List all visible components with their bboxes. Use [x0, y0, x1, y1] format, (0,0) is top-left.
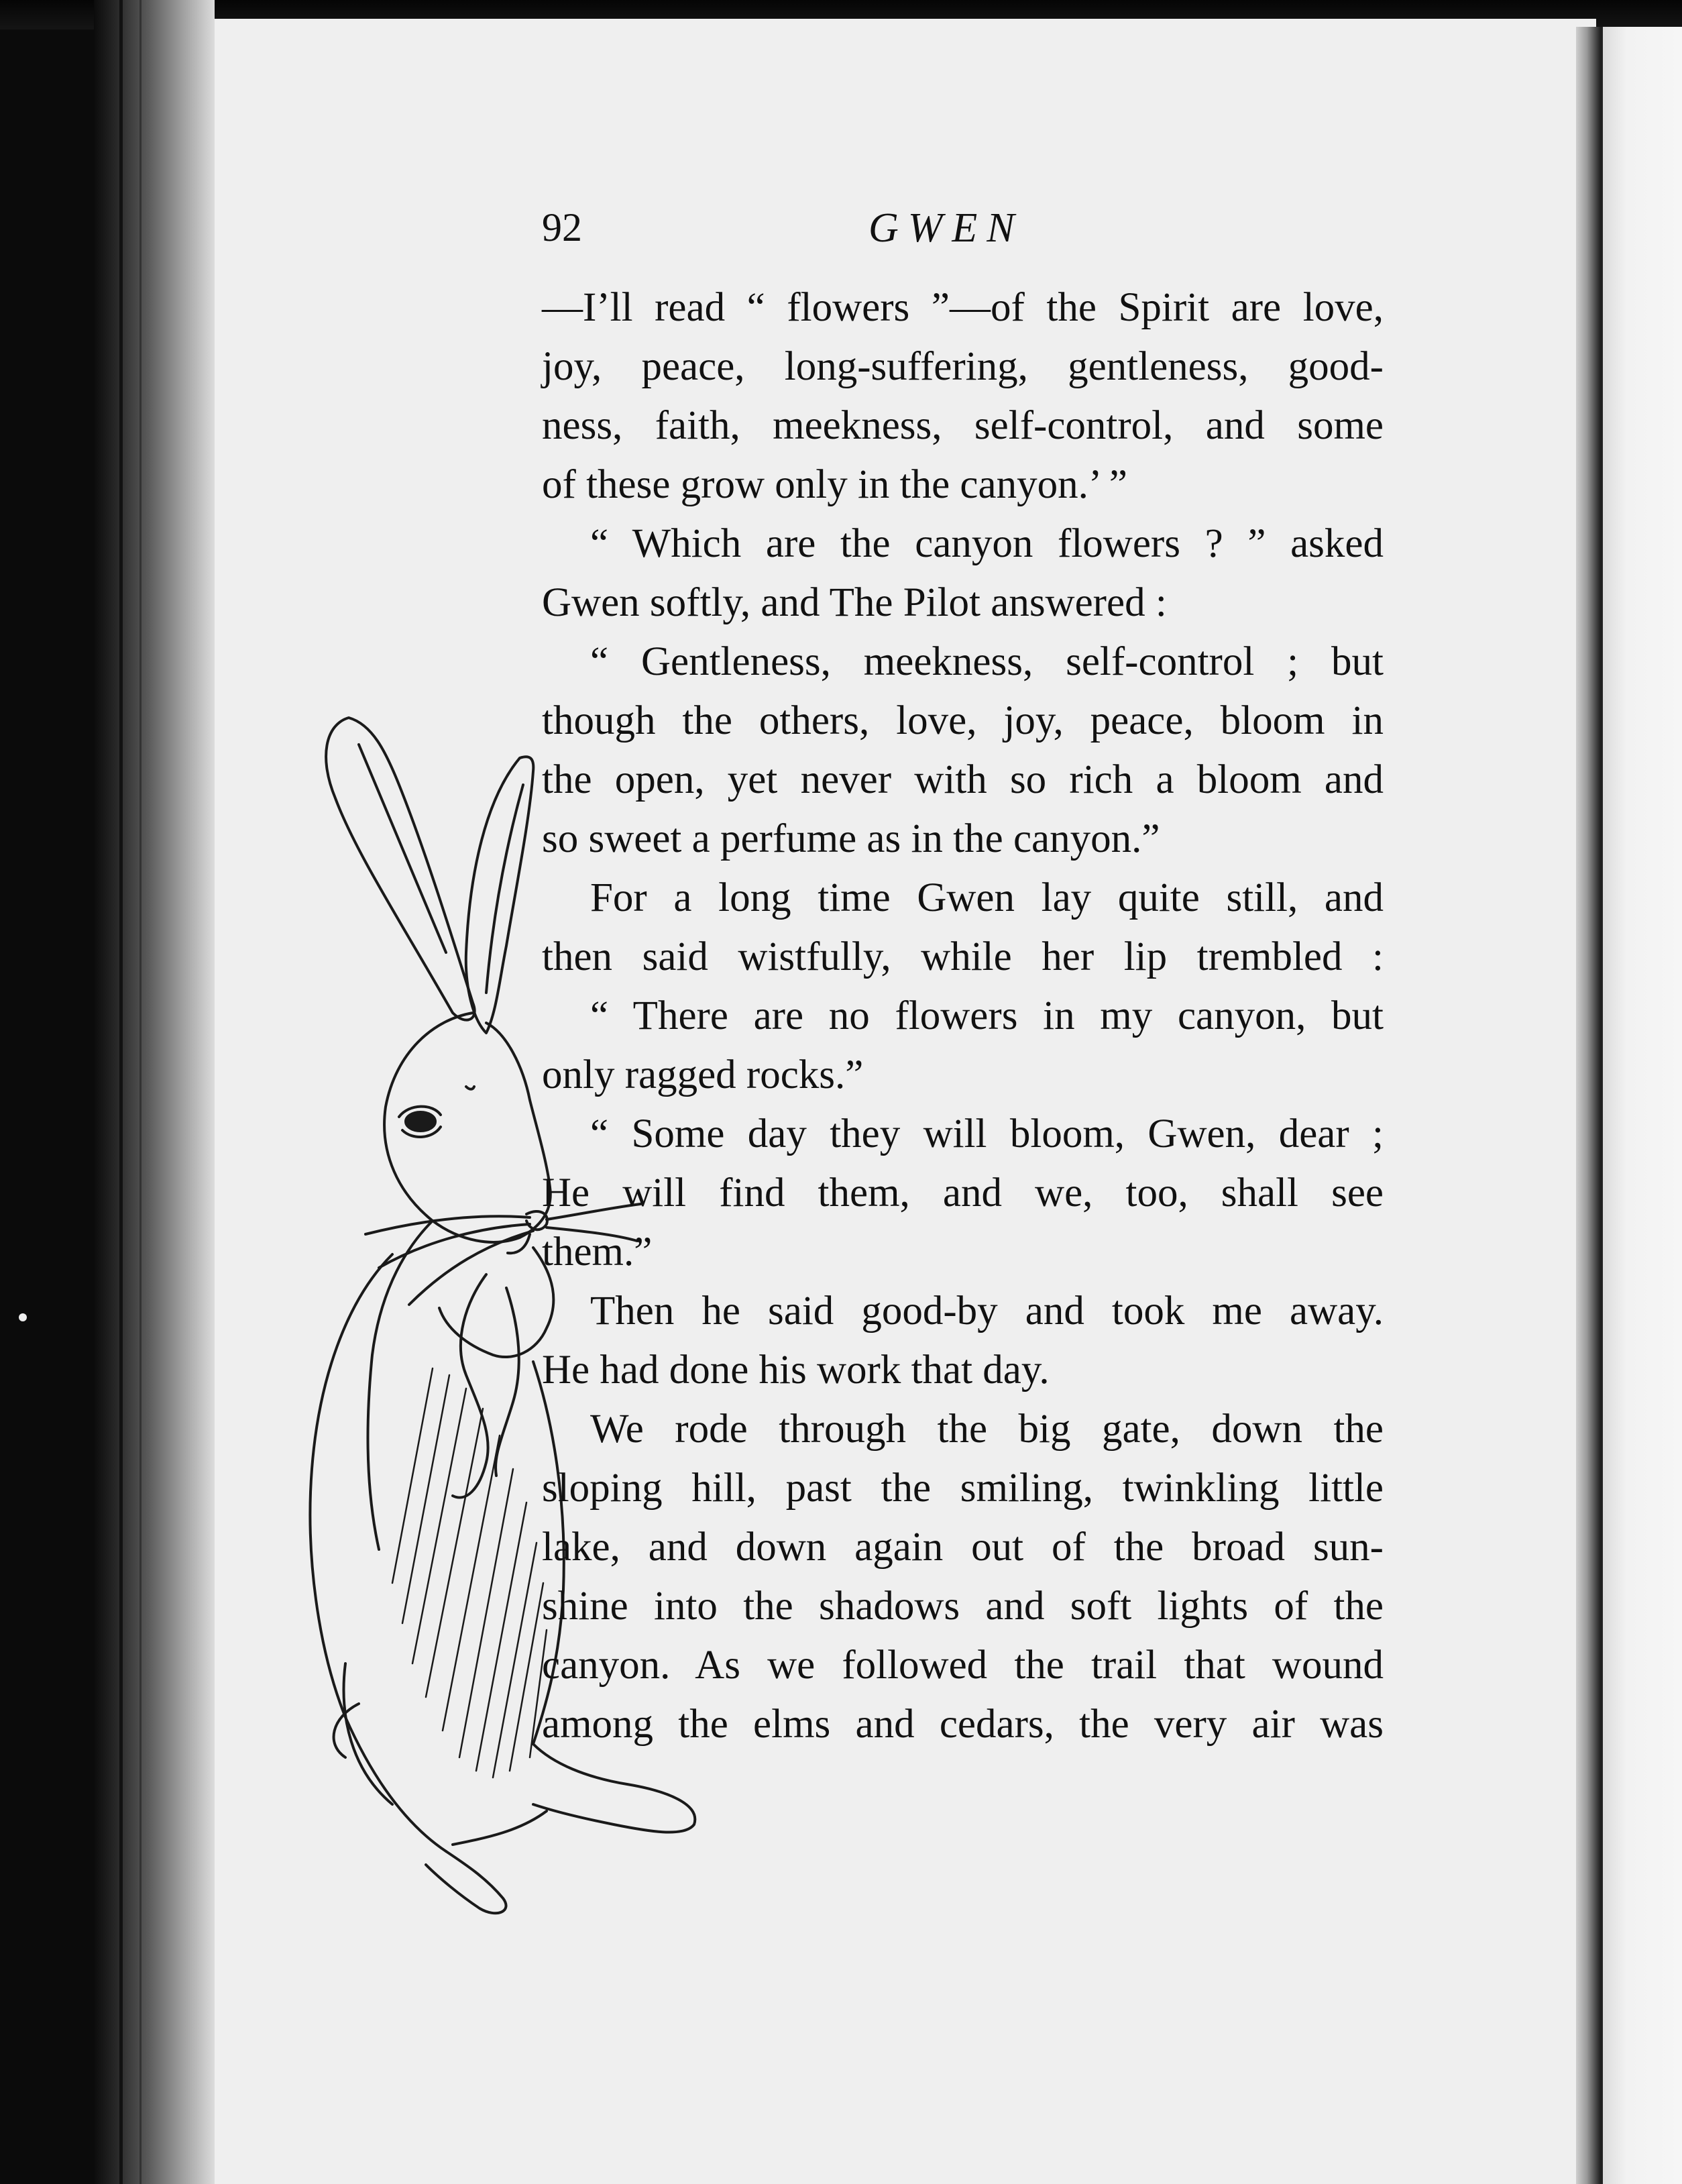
text-line: lake, and down again out of the broad sun- [542, 1525, 1384, 1570]
text-line: For a long time Gwen lay quite still, and [590, 875, 1384, 920]
text-line: them.” [542, 1230, 653, 1274]
text-line: “ Which are the canyon flowers ? ” asked [590, 521, 1384, 566]
next-page-edge [1603, 27, 1682, 2184]
text-line: Gwen softly, and The Pilot answered : [542, 580, 1167, 625]
text-line: sloping hill, past the smiling, twinkling little [542, 1466, 1384, 1511]
book-spine [94, 0, 215, 2184]
text-line: joy, peace, long-suffering, gentleness, good- [542, 344, 1384, 389]
text-line: among the elms and cedars, the very air was [542, 1702, 1384, 1747]
text-line: He will find them, and we, too, shall see [542, 1170, 1384, 1215]
running-title: GWEN [868, 205, 1024, 251]
running-head [542, 205, 1380, 258]
text-line: Then he said good-by and took me away. [590, 1289, 1384, 1333]
text-line: “ Gentleness, meekness, self-control ; but [590, 639, 1384, 684]
text-line: of these grow only in the canyon.’ ” [542, 462, 1127, 507]
text-line: —I’ll read “ flowers ”—of the Spirit are love, [542, 285, 1384, 330]
text-line: so sweet a perfume as in the canyon.” [542, 816, 1160, 861]
text-line: only ragged rocks.” [542, 1052, 864, 1097]
text-line: though the others, love, joy, peace, bloom in [542, 698, 1384, 743]
text-line: “ Some day they will bloom, Gwen, dear ; [590, 1111, 1384, 1156]
right-page-shadow [1576, 27, 1603, 2184]
text-line: the open, yet never with so rich a bloom and [542, 757, 1384, 802]
text-line: We rode through the big gate, down the [590, 1407, 1384, 1452]
text-line: canyon. As we followed the trail that wound [542, 1643, 1384, 1688]
text-line: ness, faith, meekness, self-control, and some [542, 403, 1384, 448]
text-line: He had done his work that day. [542, 1348, 1050, 1393]
text-line: shine into the shadows and soft lights of the [542, 1584, 1384, 1629]
page-number: 92 [542, 205, 582, 250]
spine-edge-line [119, 0, 123, 2184]
text-line: then said wistfully, while her lip trembled : [542, 934, 1384, 979]
spine-edge-line [139, 0, 142, 2184]
text-line: “ There are no flowers in my canyon, but [590, 993, 1384, 1038]
scan-speck [19, 1313, 27, 1321]
